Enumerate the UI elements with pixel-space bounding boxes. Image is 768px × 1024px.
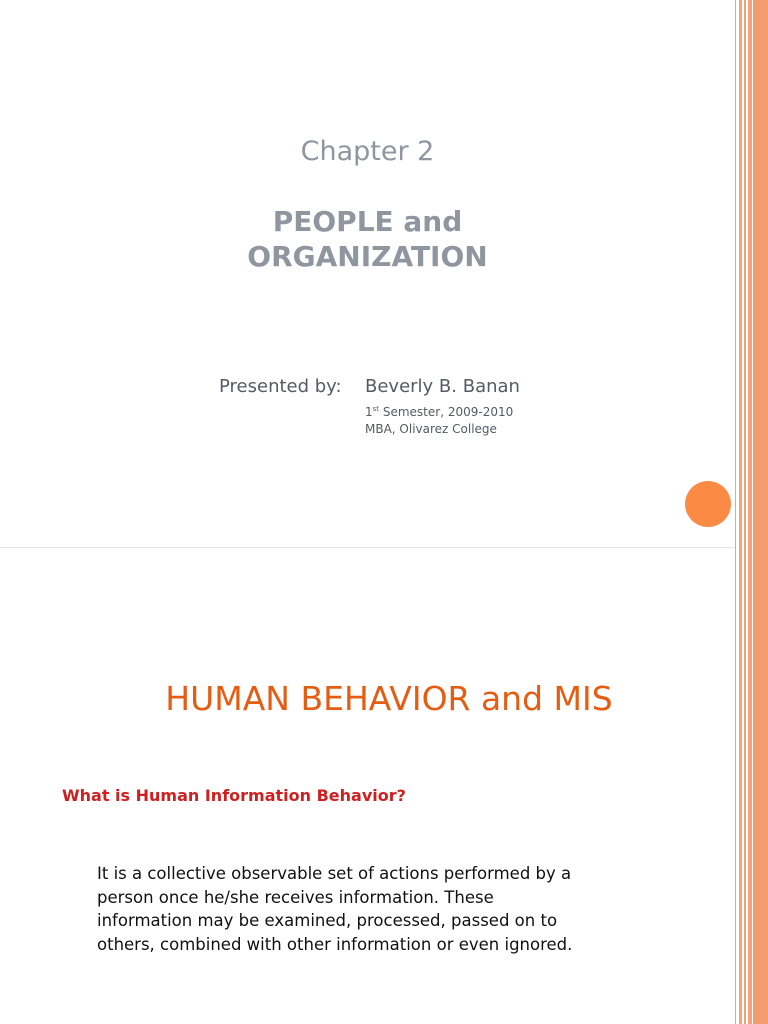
semester-number: 1: [365, 405, 373, 419]
slide-title: HUMAN BEHAVIOR and MIS: [165, 679, 613, 718]
slide-divider: [0, 547, 735, 548]
school-line: MBA, Olivarez College: [365, 422, 497, 436]
presenter-name: Beverly B. Banan: [365, 376, 520, 397]
definition-line: person once he/she receives information. These: [97, 887, 494, 907]
decorative-circle: [685, 481, 731, 527]
title-line-2: ORGANIZATION: [247, 240, 488, 273]
decorative-stripe: [748, 0, 752, 1024]
presented-by-label: Presented by:: [219, 376, 342, 397]
slide-title: [0, 204, 735, 274]
decorative-stripe: [735, 0, 736, 1024]
definition-line: It is a collective observable set of actions performed by a: [97, 864, 572, 883]
chapter-heading: Chapter 2: [300, 136, 435, 167]
semester-ordinal: st: [372, 405, 380, 413]
definition-line: information may be examined, processed, passed on to: [97, 911, 558, 930]
definition-paragraph: [97, 862, 677, 956]
decorative-stripe: [744, 0, 746, 1024]
decorative-stripe: [739, 0, 742, 1024]
definition-line: others, combined with other information or even ignored.: [97, 934, 573, 954]
question-heading: What is Human Information Behavior?: [62, 786, 406, 805]
decorative-stripe: [753, 0, 768, 1024]
semester-text: Semester, 2009-2010: [379, 405, 514, 419]
presenter-details: [365, 404, 513, 438]
title-line-1: PEOPLE and: [272, 205, 463, 238]
semester-line: [365, 404, 513, 421]
